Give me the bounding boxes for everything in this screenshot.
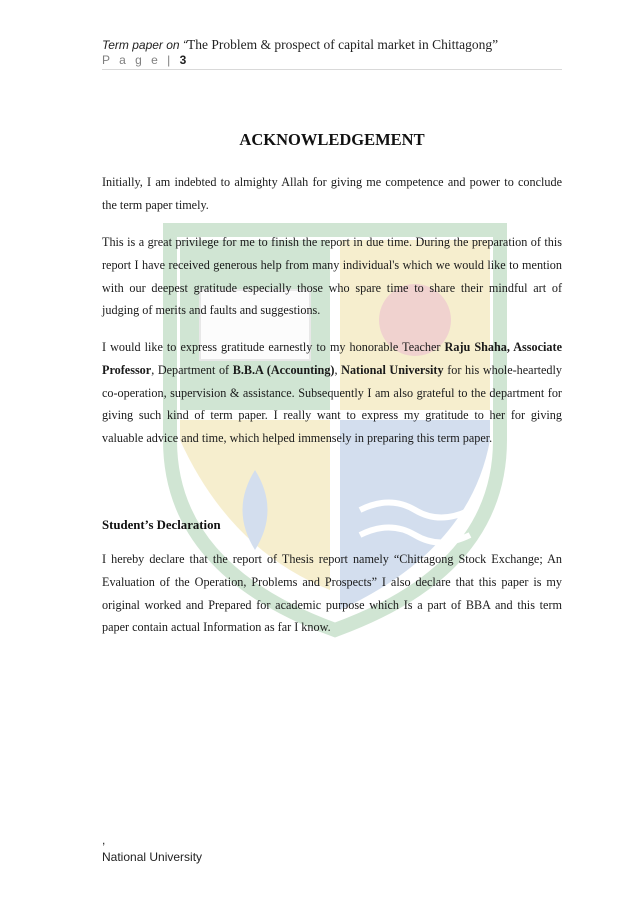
footer-university: National University: [102, 850, 203, 864]
gratitude-text-1: I would like to express gratitude earnestly to my honorable Teacher: [102, 340, 445, 354]
gratitude-text-3: ,: [334, 362, 342, 377]
teacher-name: Raju Shaha, Associate Professor: [102, 340, 562, 377]
declaration-heading: Student’s Declaration: [102, 518, 221, 532]
page-label: P a g e |: [102, 53, 180, 67]
crest-flower: [243, 470, 268, 550]
declaration-text: I hereby declare that the report of Thesis report namely “Chittagong Stock Exchange; An Evaluation of the Operation, Problems and Prospects” I also declare that this paper is my original worked and Prepared for academic purpose which Is a part of BBA and this term paper contain actual Information as far I know.: [102, 552, 562, 635]
running-header: [102, 37, 562, 53]
page-number-value: 3: [179, 53, 187, 67]
page-title: ACKNOWLEDGEMENT: [239, 130, 425, 149]
page-number: [102, 53, 186, 67]
department-name: B.B.A (Accounting): [232, 362, 335, 377]
university-name: National University: [341, 362, 444, 377]
paragraph-privilege: This is a great privilege for me to finish the report in due time. During the preparation of this report I have received generous help from many individual's which we would like to mention with our deepest gratitude especially those who spare time to share their mindful art of judging of merits and faults and suggestions.: [102, 235, 562, 318]
header-divider: [102, 69, 562, 70]
footer-mark: ,: [102, 833, 106, 847]
header-prefix: Term paper on: [102, 38, 180, 52]
gratitude-text-4: for his whole-heartedly co-operation, supervision & assistance. Subsequently I am also grateful to the department for giving such kind of term paper. I really want to express my gratitude to her for giving valuable advice and time, which helped immensely in preparing this term paper.: [102, 362, 562, 446]
gratitude-text-2: , Department of: [151, 362, 233, 377]
paragraph-intro: Initially, I am indebted to almighty Allah for giving me competence and power to conclude the term paper timely.: [102, 175, 562, 212]
header-title: The Problem & prospect of capital market in Chittagong: [186, 37, 493, 52]
header-quote-close: ”: [492, 37, 499, 52]
header-quote-open: “: [182, 38, 187, 52]
paragraph-gratitude: [102, 336, 562, 450]
crest-waves: [360, 503, 470, 543]
